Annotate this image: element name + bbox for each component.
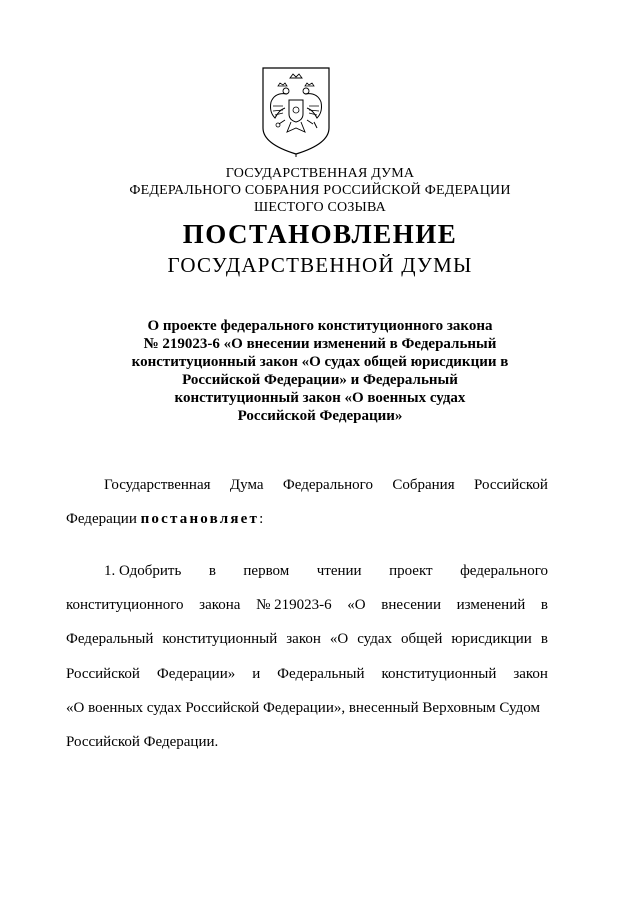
item-word: чтении	[316, 563, 362, 579]
item-word: первом	[243, 563, 290, 579]
item1-line-6: Российской Федерации.	[66, 734, 219, 750]
preamble-word: Российской	[474, 477, 548, 493]
resolves-word: постановляет	[140, 511, 260, 527]
item1-line-3	[66, 631, 548, 648]
item-word: судах	[357, 631, 393, 647]
item-word: конституционный	[381, 666, 497, 682]
item1-line-2	[66, 597, 548, 614]
preamble-line-1	[104, 477, 548, 494]
item-word: федерального	[460, 563, 548, 579]
item-word: проект	[389, 563, 433, 579]
preamble-word: Государственная	[104, 477, 211, 493]
item-word: юрисдикции	[451, 631, 532, 647]
item-word: закона	[199, 597, 241, 613]
item-word: изменений	[456, 597, 526, 613]
item-word: № 219023-6	[256, 597, 332, 613]
subject-line: О проекте федерального конституционного закона	[147, 318, 493, 334]
subject-line: конституционный закон «О военных судах	[174, 390, 466, 406]
item-word: и	[252, 666, 261, 682]
subject-line: № 219023-6 «О внесении изменений в Федеральный	[143, 336, 497, 352]
item-word: конституционный	[162, 631, 278, 647]
item-word: внесении	[381, 597, 441, 613]
item1-line-1	[104, 563, 548, 580]
item-word: конституционного	[66, 597, 184, 613]
item-word: «О	[329, 631, 349, 647]
item-word: в	[540, 597, 548, 613]
preamble-word: Федерального	[282, 477, 373, 493]
subject-line: Российской Федерации» и Федеральный	[182, 372, 458, 388]
item-word: Федеральный	[277, 666, 365, 682]
preamble-colon: :	[259, 511, 264, 527]
item-word: закон	[286, 631, 321, 647]
header-line-convocation: ШЕСТОГО СОЗЫВА	[254, 200, 386, 215]
item-word: закон	[513, 666, 548, 682]
item-word: «О	[347, 597, 366, 613]
item-word: общей	[401, 631, 443, 647]
subject-line: Российской Федерации»	[237, 408, 403, 424]
item-word: в	[540, 631, 548, 647]
preamble-text: Федерации	[66, 511, 141, 527]
preamble-word: Собрания	[392, 477, 455, 493]
header-line-federal-assembly: ФЕДЕРАЛЬНОГО СОБРАНИЯ РОССИЙСКОЙ ФЕДЕРАЦИИ	[129, 183, 511, 198]
item-word: Федеральный	[66, 631, 154, 647]
item-word: 1. Одобрить	[104, 563, 182, 579]
coat-of-arms-icon	[261, 66, 331, 158]
item1-line-5: «О военных судах Российской Федерации», внесенный Верховным Судом	[66, 700, 540, 716]
item-word: в	[208, 563, 216, 579]
subject-line: конституционный закон «О судах общей юрисдикции в	[131, 354, 509, 370]
header-line-duma: ГОСУДАРСТВЕННАЯ ДУМА	[225, 166, 415, 181]
preamble-line-2	[66, 511, 263, 528]
item-word: Федерации»	[156, 666, 236, 682]
item-word: Российской	[66, 666, 140, 682]
document-subtitle: ГОСУДАРСТВЕННОЙ ДУМЫ	[167, 253, 473, 277]
preamble-word: Дума	[229, 477, 264, 493]
item1-line-4	[66, 666, 548, 683]
document-title: ПОСТАНОВЛЕНИЕ	[182, 219, 458, 249]
